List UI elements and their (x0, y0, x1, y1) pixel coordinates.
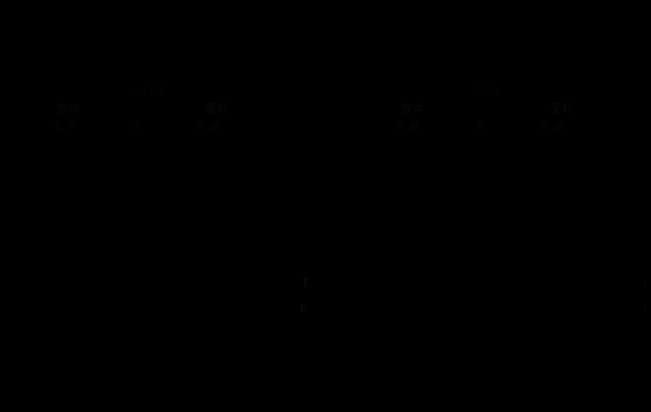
left-group-header: 中文系統 (130, 86, 166, 95)
right-group-header: 設定中 (474, 86, 501, 95)
left-group-col3-sub: 沛 沫 (196, 122, 220, 132)
left-group-col1-title: 智冰 (57, 103, 81, 115)
right-group-col1-sub: 狀 擬 (396, 122, 420, 132)
center-upper-mark: T (302, 277, 309, 289)
right-group-col1-title: 智本 (401, 103, 425, 115)
right-group-col3-title: 愛好 (550, 103, 574, 115)
right-edge-upper-mark: | (644, 279, 647, 290)
left-group-col1-sub: 狀 申 (54, 122, 78, 132)
right-edge-lower-mark: | (644, 303, 647, 314)
left-group-col2-title: 求 (133, 122, 144, 132)
center-lower-mark: F (300, 303, 307, 315)
left-group-col3-title: 愛好 (205, 103, 229, 115)
right-group-col2-title: 求 (475, 122, 486, 132)
right-group-col3-sub: 沛 沫 (540, 122, 564, 132)
